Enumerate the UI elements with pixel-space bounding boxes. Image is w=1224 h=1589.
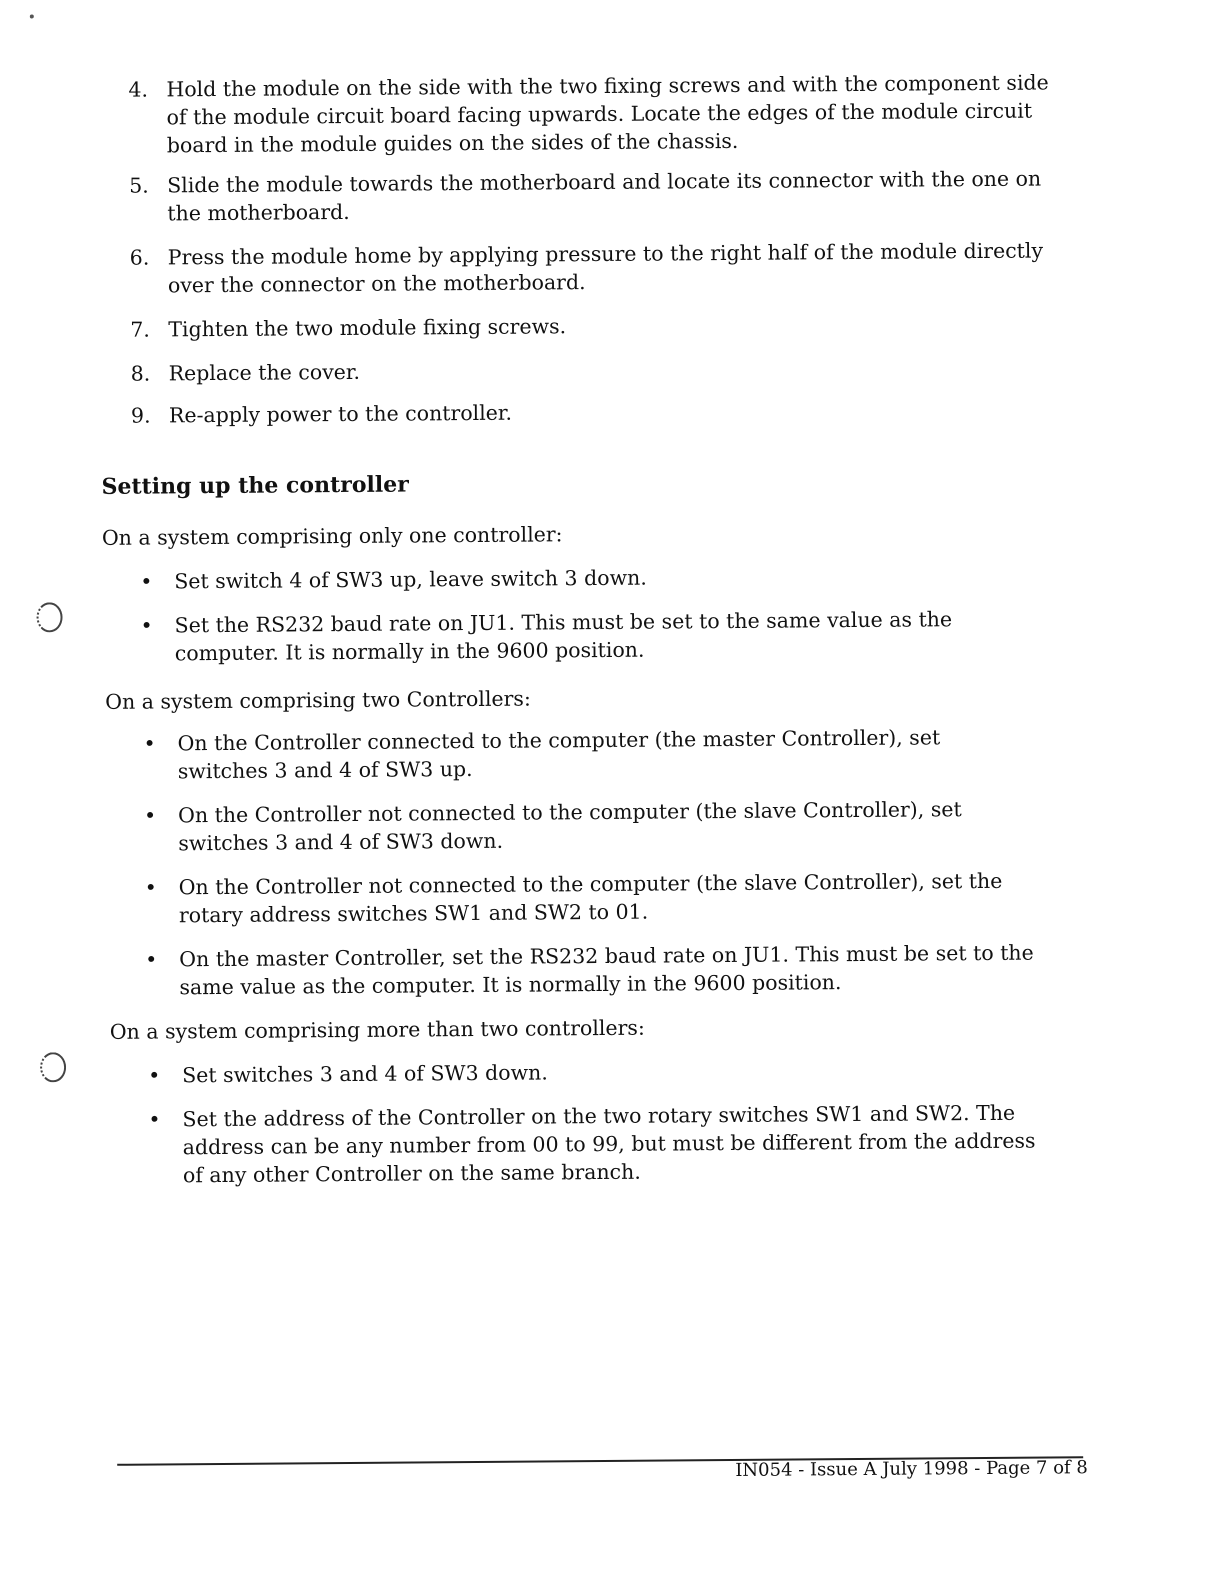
step-6 [130, 236, 1060, 299]
step-number: 4. [128, 77, 149, 102]
step-text: Replace the cover. [168, 359, 361, 386]
bullet-text: Set switch 4 of SW3 up, leave switch 3 down. [174, 565, 647, 594]
punch-hole-bottom [40, 1052, 66, 1082]
bullet-item [148, 1055, 1038, 1090]
step-text: Tighten the two module fixing screws. [168, 314, 567, 342]
bullet-text: Set the address of the Controller on the two rotary switches SW1 and SW2. The address can be any number from 00 to 99, but must be different from the address of any other Controller on the same branch. [182, 1100, 1036, 1188]
bullet-dot: • [140, 569, 153, 594]
bullet-text: On the Controller not connected to the computer (the slave Controller), set the rotary address switches SW1 and SW2 to 01. [178, 868, 1003, 928]
bullet-item [143, 723, 1033, 786]
bullet-text: Set the RS232 baud rate on JU1. This must be set to the same value as the computer. It is normally in the 9600 position. [174, 607, 953, 666]
step-number: 9. [130, 403, 151, 428]
bullet-dot: • [144, 875, 157, 900]
step-5 [129, 164, 1059, 227]
step-text: Slide the module towards the motherboard and locate its connector with the one on the motherboard. [167, 166, 1042, 226]
bullet-item [145, 939, 1035, 1002]
punch-hole-top [36, 602, 62, 632]
step-text: Re-apply power to the controller. [168, 400, 513, 428]
step-4 [128, 68, 1059, 159]
step-number: 5. [129, 173, 149, 198]
bullet-text: Set switches 3 and 4 of SW3 down. [182, 1060, 548, 1088]
bullet-dot: • [140, 613, 153, 638]
page-footer: IN054 - Issue A July 1998 - Page 7 of 8 [735, 1457, 1088, 1481]
bullet-dot: • [148, 1063, 161, 1088]
bullet-item [144, 795, 1034, 858]
bullet-text: On the Controller not connected to the computer (the slave Controller), set switches 3 and 4 of SW3 down. [178, 797, 962, 856]
step-9 [131, 394, 1061, 429]
step-7 [130, 308, 1060, 343]
step-number: 7. [130, 317, 150, 342]
bullet-dot: • [144, 803, 157, 828]
bullet-item [148, 1099, 1039, 1190]
intro-two-controllers: On a system comprising two Controllers: [105, 686, 531, 714]
bullet-dot: • [145, 947, 158, 972]
bullet-item [140, 561, 1030, 596]
intro-one-controller: On a system comprising only one controller: [101, 522, 563, 550]
bullet-item [141, 605, 1031, 668]
step-8 [131, 352, 1061, 387]
step-text: Hold the module on the side with the two fixing screws and with the component side of the module circuit board facing upwards. Locate the edges of the module circuit board in the module guides on the sides of the chassis. [166, 70, 1049, 158]
bullet-text: On the master Controller, set the RS232 baud rate on JU1. This must be set to the same value as the computer. It is normally in the 9600 position. [179, 940, 1034, 1000]
section-heading: Setting up the controller [101, 471, 409, 500]
step-number: 8. [130, 361, 151, 386]
bullet-dot: • [148, 1107, 161, 1132]
step-text: Press the module home by applying pressure to the right half of the module directly over the connector on the motherboard. [167, 238, 1044, 298]
scan-speck [30, 14, 34, 18]
step-number: 6. [129, 245, 150, 270]
bullet-item [145, 867, 1035, 930]
bullet-dot: • [143, 731, 156, 756]
intro-more-controllers: On a system comprising more than two controllers: [109, 1015, 645, 1044]
bullet-text: On the Controller connected to the computer (the master Controller), set switches 3 and 4 of SW3 up. [177, 725, 941, 784]
